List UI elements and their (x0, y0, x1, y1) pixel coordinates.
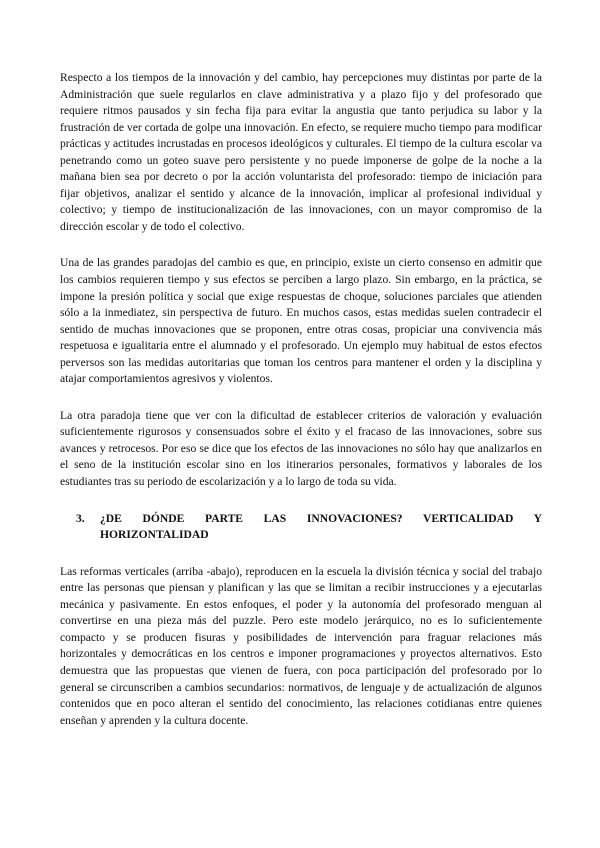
section-title: ¿DE DÓNDE PARTE LAS INNOVACIONES? VERTICALIDAD Y HORIZONTALIDAD (100, 511, 542, 542)
paragraph-evaluation-paradox: La otra paradoja tiene que ver con la dificultad de establecer criterios de valoración y evaluación suficientemente rigurosos y consensuados sobre el éxito y el fracaso de las innovaciones, sobre sus avances y retrocesos. Por eso se dice que los efectos de las innovaciones no sólo hay que analizarlos en el seno de la institución escolar sino en los itinerarios personales, formativos y laborales de los estudiantes tras su periodo de escolarización y a lo largo de toda su vida. (60, 408, 542, 489)
paragraph-innovation-time: Respecto a los tiempos de la innovación y del cambio, hay percepciones muy distintas por parte de la Administración que suele regularlos en clave administrativa y a plazo fijo y del profesorado que requiere ritmos pausados y sin fecha fija para evitar la angustia que tanto perjudica su labor y la frustración de ver cortada de golpe una innovación. En efecto, se requiere mucho tiempo para modificar prácticas y actitudes incrustadas en procesos ideológicos y culturales. El tiempo de la cultura escolar va penetrando como un goteo suave pero persistente y no puede imponerse de golpe de la noche a la mañana bien sea por decreto o por la acción voluntarista del profesorado: tiempo de iniciación para fijar objetivos, analizar el sentido y alcance de la innovación, implicar al profesional individual y colectivo; y tiempo de institucionalización de las innovaciones, con un mayor compromiso de la dirección escolar y de todo el colectivo. (60, 71, 542, 233)
section-spacer (60, 544, 542, 564)
paragraph-spacer (60, 388, 542, 408)
paragraph-change-paradox: Una de las grandes paradojas del cambio es que, en principio, existe un cierto consenso en admitir que los cambios requieren tiempo y sus efectos se perciben a largo plazo. Sin embargo, en la práctica, se impone la presión política y social que exige respuestas de choque, soluciones parciales que atienden sólo a la inmediatez, sin perspectiva de futuro. En muchos casos, estas medidas suelen contradecir el sentido de muchas innovaciones que se proponen, entre otras cosas, propiciar una convivencia más respetuosa e igualitaria entre el alumnado y el profesorado. Un ejemplo muy habitual de estos efectos perversos son las medidas autoritarias que toman los centros para mantener el orden y la disciplina y atajar comportamientos agresivos y violentos. (60, 256, 542, 386)
document-page (60, 70, 542, 729)
section-number: 3. (76, 511, 85, 525)
section-heading (60, 511, 542, 544)
paragraph-vertical-reforms: Las reformas verticales (arriba -abajo), reproducen en la escuela la división técnica y social del trabajo entre las personas que piensan y planifican y las que se limitan a recibir instrucciones y a ejecutarlas mecánica y pasivamente. En estos enfoques, el poder y la autonomía del profesorado menguan al convertirse en una pieza más del puzzle. Pero este modelo jerárquico, no es lo suficientemente compacto y se producen fisuras y posibilidades de intervención para fraguar relaciones más horizontales y democráticas en los centros e imponer programaciones y proyectos alternativos. Esto demuestra que las propuestas que vienen de fuera, con poca participación del profesorado por lo general se circunscriben a cambios secundarios: normativos, de lenguaje y de actualización de algunos contenidos que en poco alteran el sentido del conocimiento, las relaciones cotidianas entre quienes enseñan y aprenden y la cultura docente. (60, 564, 542, 727)
paragraph-spacer (60, 235, 542, 255)
paragraph-spacer (60, 491, 542, 511)
